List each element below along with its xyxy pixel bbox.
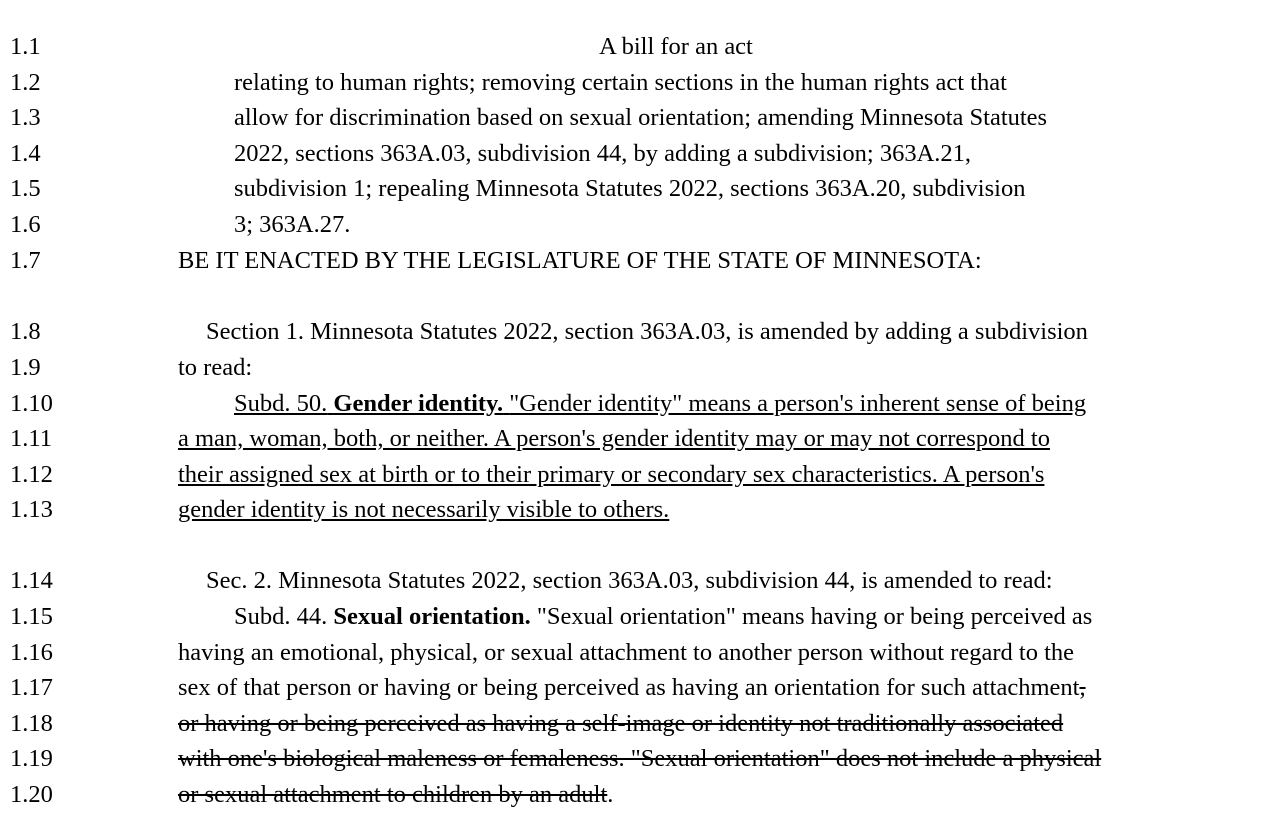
definition-text: having an emotional, physical, or sexual attachment to another person without regard to the [178,639,1075,666]
summary-text: relating to human rights; removing certain sections in the human rights act that [234,69,1007,96]
line-number: 1.6 [10,211,41,238]
line-number: 1.14 [10,567,53,594]
definition-text: "Sexual orientation" means having or being perceived as [536,603,1093,630]
summary-text: allow for discrimination based on sexual orientation; amending Minnesota Statutes [234,104,1048,131]
line-number: 1.16 [10,639,53,666]
line-number: 1.19 [10,745,53,772]
inserted-text: a man, woman, both, or neither. A person's gender identity may or may not correspond to [178,425,1050,452]
section-2-intro: Sec. 2. Minnesota Statutes 2022, section 363A.03, subdivision 44, is amended to read: [206,567,1053,594]
line-number: 1.4 [10,140,41,167]
line-number: 1.8 [10,318,41,345]
line-number: 1.1 [10,33,41,60]
inserted-text [234,390,1086,418]
definition-line [234,603,1092,631]
line-number: 1.2 [10,69,41,96]
section-1-intro: Section 1. Minnesota Statutes 2022, section 363A.03, is amended by adding a subdivision [206,318,1088,345]
line-number: 1.10 [10,390,53,417]
line-number: 1.3 [10,104,41,131]
subd-title: Sexual orientation. [333,603,531,630]
subd-title: Gender identity. [333,390,504,417]
definition-line [178,781,613,809]
line-number: 1.12 [10,461,53,488]
line-number: 1.18 [10,710,53,737]
line-number: 1.13 [10,496,53,523]
line-number: 1.17 [10,674,53,701]
struck-text: or sexual attachment to children by an adult [178,781,608,808]
struck-text: with one's biological maleness or femaleness. "Sexual orientation" does not include a physical [178,745,1102,772]
definition-line [178,674,1086,702]
section-1-intro: to read: [178,354,253,381]
inserted-text: their assigned sex at birth or to their primary or secondary sex characteristics. A person's [178,461,1045,488]
summary-text: 2022, sections 363A.03, subdivision 44, by adding a subdivision; 363A.21, [234,140,972,167]
definition-text: "Gender identity" means a person's inherent sense of being [509,390,1087,417]
definition-text: sex of that person or having or being perceived as having an orientation for such attachment [178,674,1080,701]
line-number: 1.15 [10,603,53,630]
inserted-text: gender identity is not necessarily visible to others. [178,496,670,523]
summary-text: subdivision 1; repealing Minnesota Statutes 2022, sections 363A.20, subdivision [234,175,1026,202]
line-number: 1.20 [10,781,53,808]
summary-text: 3; 363A.27. [234,211,351,238]
line-number: 1.5 [10,175,41,202]
definition-text: . [607,781,614,808]
bill-title: A bill for an act [599,33,753,60]
struck-text: or having or being perceived as having a self-image or identity not traditionally associated [178,710,1064,737]
subd-label: Subd. 44. [234,603,328,630]
line-number: 1.11 [10,425,52,452]
enacting-clause: BE IT ENACTED BY THE LEGISLATURE OF THE STATE OF MINNESOTA: [178,247,982,274]
subd-label: Subd. 50. [234,390,328,417]
struck-text: , [1079,674,1086,701]
line-number: 1.7 [10,247,41,274]
line-number: 1.9 [10,354,41,381]
